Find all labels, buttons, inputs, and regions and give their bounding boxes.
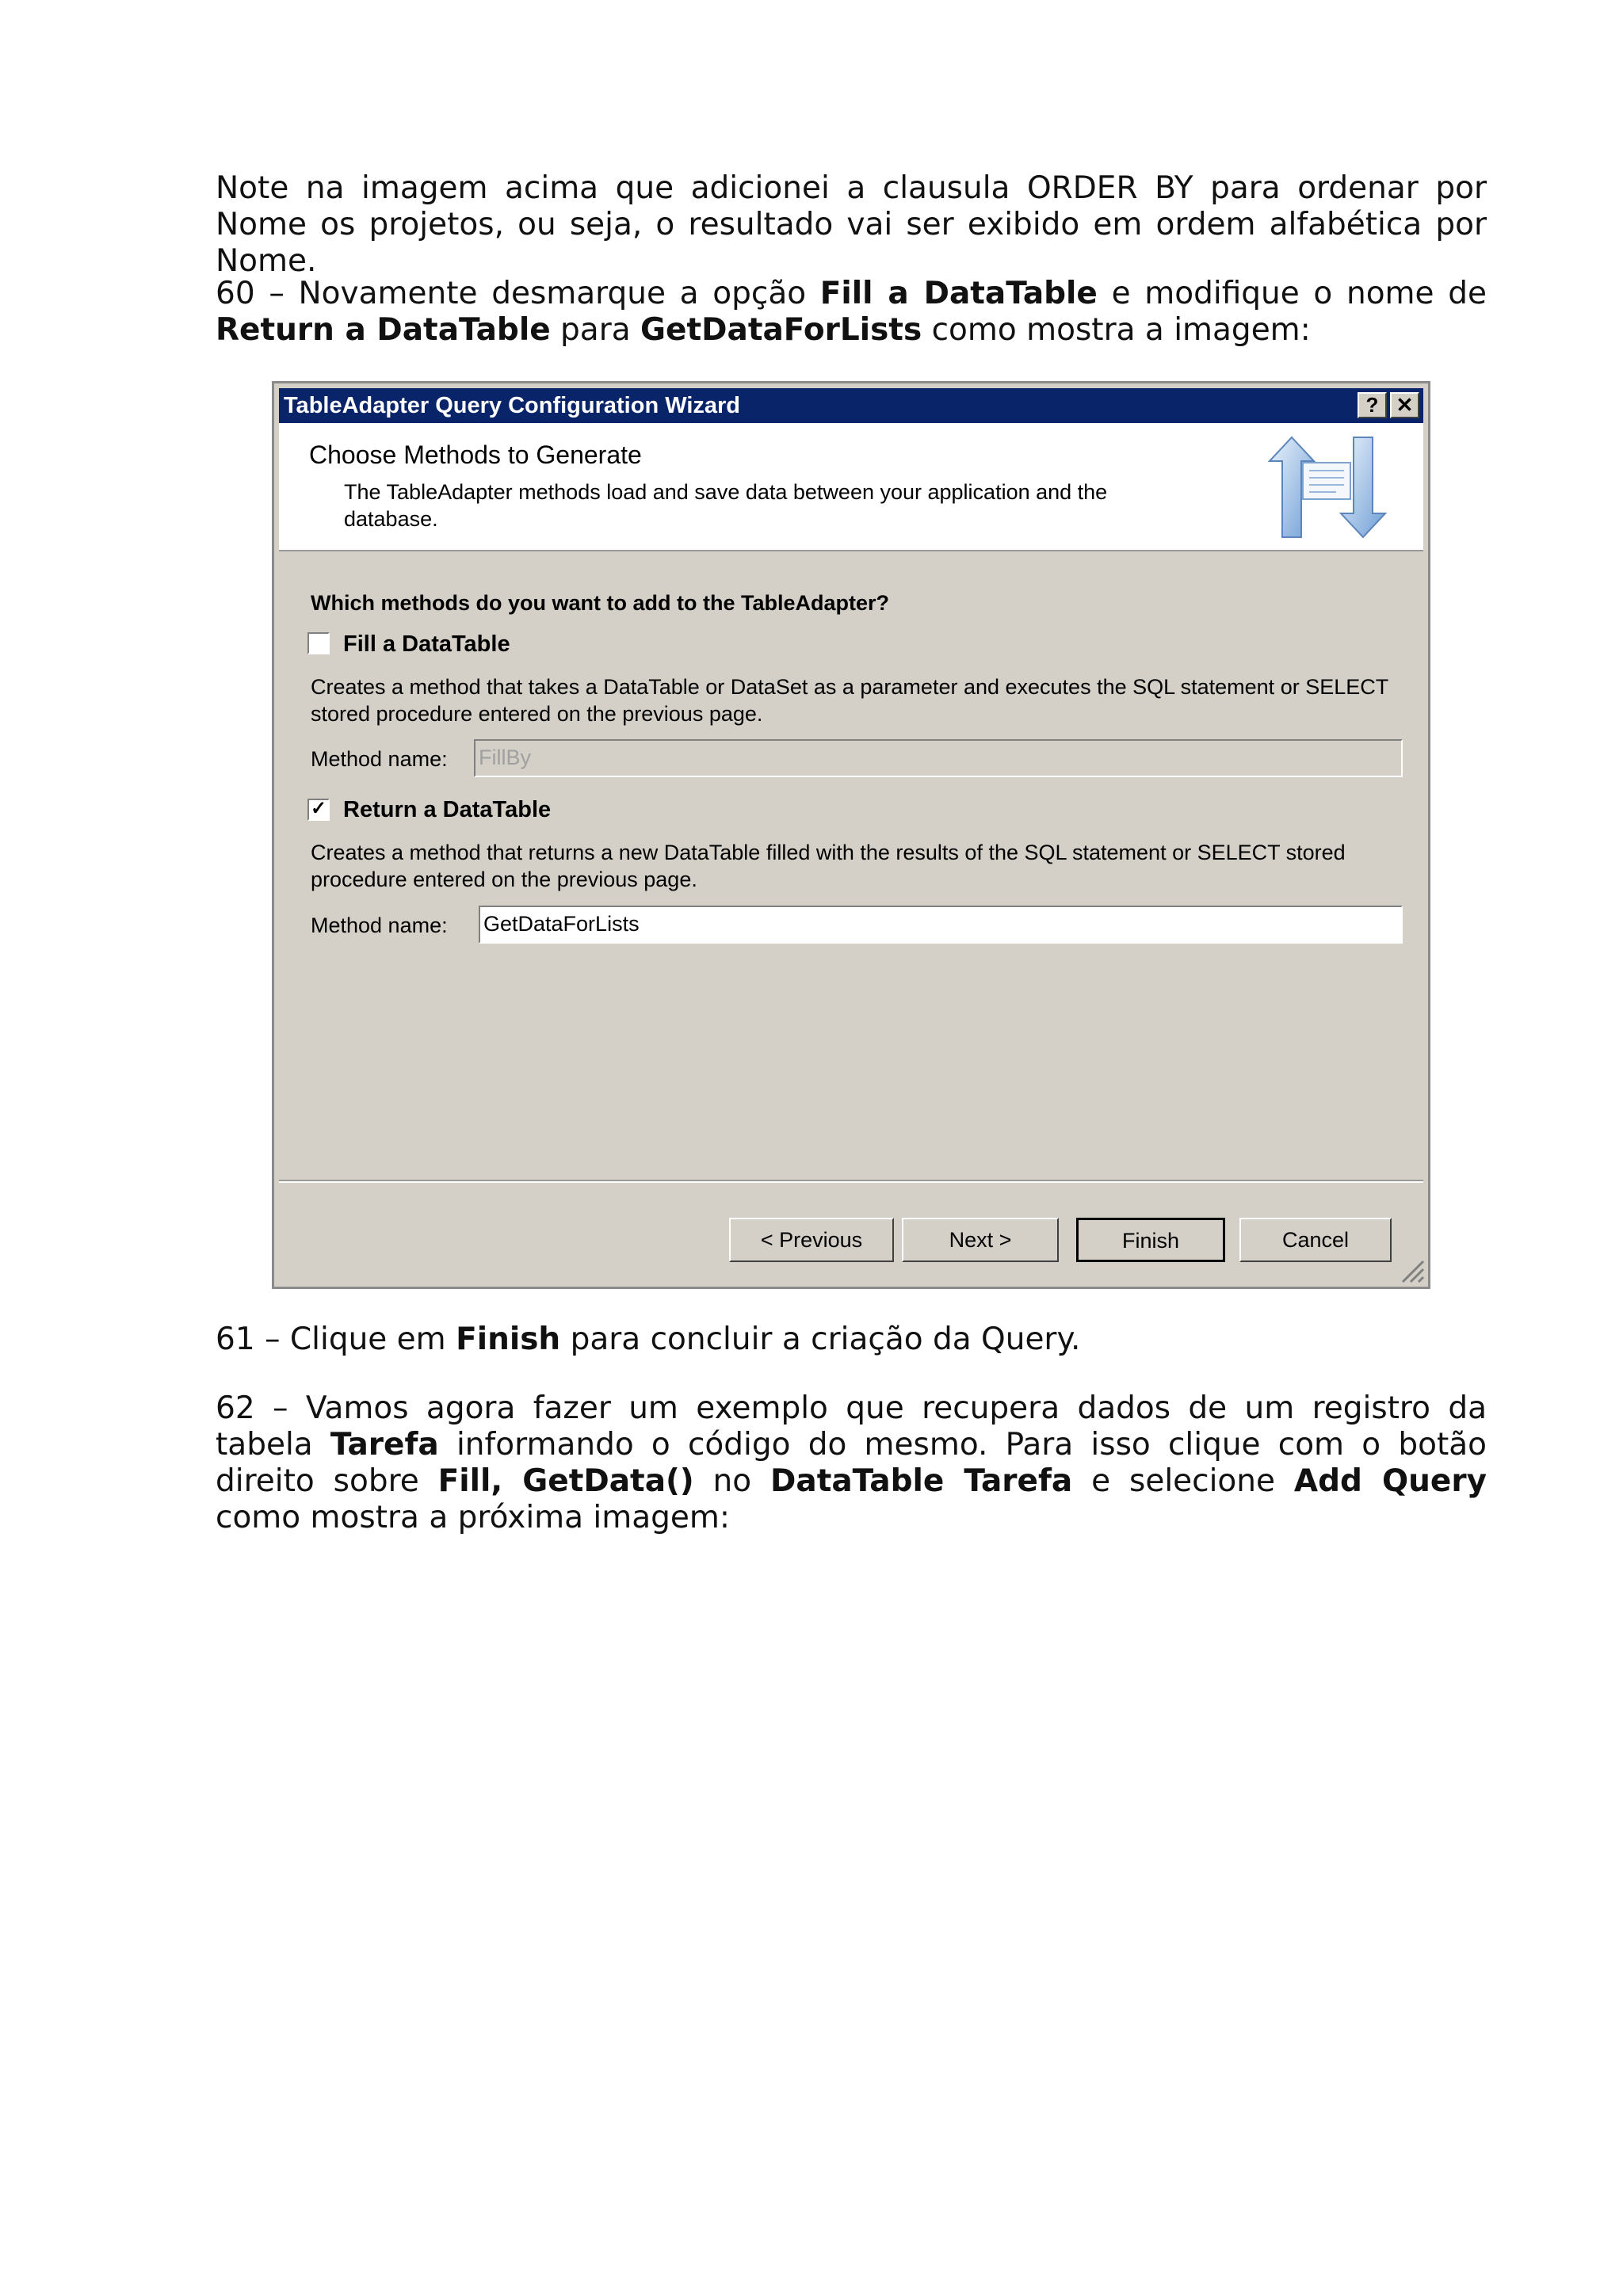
bold-text: Finish	[456, 1322, 561, 1357]
return-datatable-description: Creates a method that returns a new DataTable filled with the results of the SQL statement or SELECT stored procedure entered on the previous page.	[311, 841, 1346, 891]
dialog-title: TableAdapter Query Configuration Wizard	[284, 393, 741, 418]
text: e selecione	[1072, 1463, 1294, 1499]
help-button[interactable]: ?	[1358, 392, 1387, 418]
button-separator	[279, 1180, 1423, 1183]
text: informando o código do mesmo. Para isso clique com o botão direito sobre	[216, 1427, 1487, 1499]
next-button[interactable]: Next >	[902, 1218, 1059, 1262]
text: como mostra a próxima imagem:	[216, 1500, 731, 1535]
return-method-name-input[interactable]: GetDataForLists	[479, 906, 1403, 944]
text: como mostra a imagem:	[922, 312, 1311, 348]
fill-method-name-input[interactable]: FillBy	[474, 739, 1403, 777]
bold-text: Return a DataTable	[216, 312, 551, 348]
wizard-header	[279, 423, 1423, 551]
fill-datatable-label[interactable]: Fill a DataTable	[343, 631, 510, 657]
text: para	[550, 312, 641, 348]
paragraph-step-60	[216, 276, 1487, 349]
previous-button[interactable]: < Previous	[729, 1218, 894, 1262]
wizard-arrows-icon	[1268, 436, 1387, 539]
bold-text: GetDataForLists	[640, 312, 922, 348]
paragraph-intro: Note na imagem acima que adicionei a clausula ORDER BY para ordenar por Nome os projetos, ou seja, o resultado vai ser exibido em ordem alfabética por Nome.	[216, 170, 1487, 279]
bold-text: Tarefa	[330, 1427, 439, 1463]
bold-text: Fill, GetData()	[437, 1463, 694, 1499]
return-datatable-checkbox[interactable]: ✓	[307, 799, 330, 821]
paragraph-step-61	[216, 1322, 1487, 1358]
title-bar[interactable]	[279, 388, 1423, 423]
return-method-name-label: Method name:	[311, 913, 448, 937]
bold-text: DataTable Tarefa	[770, 1463, 1073, 1499]
cancel-button[interactable]: Cancel	[1239, 1218, 1392, 1262]
bold-text: Fill a DataTable	[819, 276, 1098, 311]
paragraph-step-62	[216, 1390, 1487, 1536]
return-datatable-label[interactable]: Return a DataTable	[343, 797, 552, 822]
text: 62 – Vamos agora fazer um exemplo que recupera dados de um registro da tabela	[216, 1390, 1487, 1463]
close-button[interactable]: ✕	[1390, 392, 1419, 418]
bold-text: Add Query	[1293, 1463, 1487, 1499]
header-description: The TableAdapter methods load and save data between your application and the database.	[344, 480, 1108, 531]
wizard-dialog	[272, 381, 1430, 1289]
text: 61 – Clique em	[216, 1322, 456, 1357]
fill-method-name-label: Method name:	[311, 747, 448, 771]
text: e modifique o nome de	[1097, 276, 1487, 311]
header-title: Choose Methods to Generate	[309, 441, 642, 469]
resize-grip-icon[interactable]	[1396, 1255, 1425, 1283]
text: para concluir a criação da Query.	[560, 1322, 1081, 1357]
fill-datatable-description: Creates a method that takes a DataTable or DataSet as a parameter and executes the SQL statement or SELECT stored procedure entered on the previous page.	[311, 675, 1388, 726]
finish-button[interactable]: Finish	[1076, 1218, 1225, 1262]
text: no	[693, 1463, 771, 1499]
text: 60 – Novamente desmarque a opção	[216, 276, 820, 311]
methods-question: Which methods do you want to add to the TableAdapter?	[311, 591, 889, 615]
fill-datatable-checkbox[interactable]	[307, 632, 330, 654]
